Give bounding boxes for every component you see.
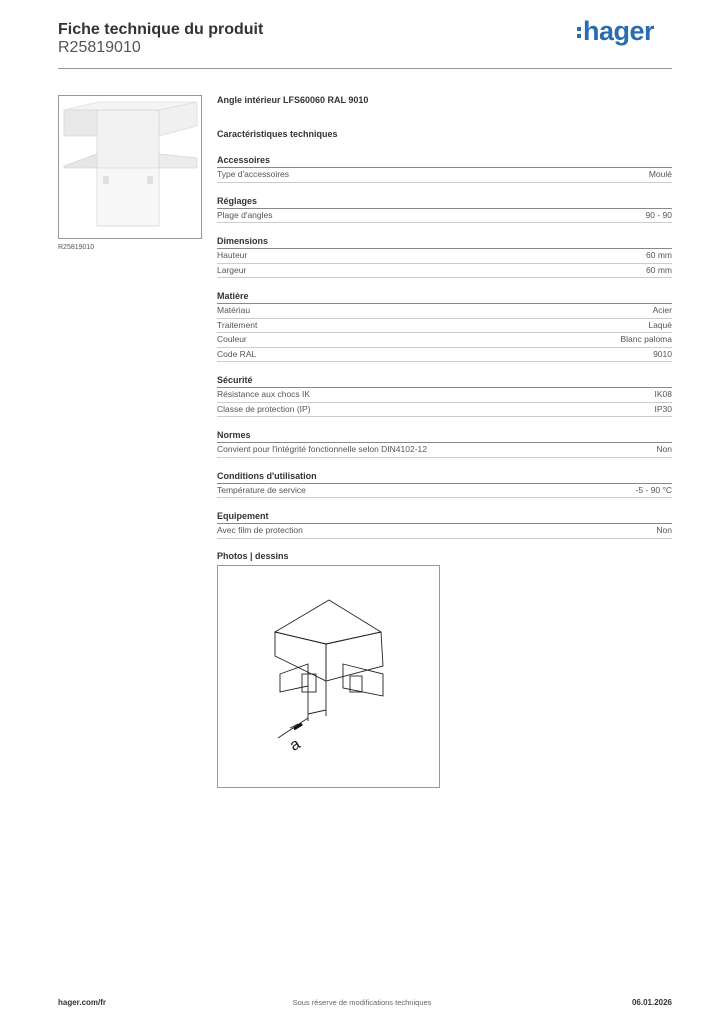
spec-value: IP30 xyxy=(654,403,672,414)
spec-section xyxy=(217,235,672,278)
spec-value: 9010 xyxy=(653,348,672,359)
spec-value: 90 - 90 xyxy=(645,209,672,220)
angle-product-image xyxy=(59,96,201,238)
spec-value: Acier xyxy=(652,305,672,315)
spec-value: 60 mm xyxy=(646,264,672,275)
spec-row xyxy=(217,209,672,224)
spec-row xyxy=(217,304,672,319)
header-divider xyxy=(58,68,672,69)
spec-label: Classe de protection (IP) xyxy=(217,403,311,414)
section-title: Conditions d'utilisation xyxy=(217,470,672,484)
footer-website: hager.com/fr xyxy=(58,998,107,1007)
product-content xyxy=(217,95,672,561)
spec-label: Couleur xyxy=(217,334,247,344)
page-title: Fiche technique du produit xyxy=(58,21,264,38)
product-title: Angle intérieur LFS60060 RAL 9010 xyxy=(217,95,369,105)
spec-label: Convient pour l'intégrité fonctionnelle selon DIN4102-12 xyxy=(217,444,428,454)
spec-row xyxy=(217,524,672,539)
section-title: Matière xyxy=(217,290,672,304)
spec-row xyxy=(217,348,672,363)
section-title: Accessoires xyxy=(217,154,672,168)
footer-notice: Sous réserve de modifications techniques xyxy=(292,998,432,1007)
spec-section xyxy=(217,290,672,362)
spec-section xyxy=(217,510,672,539)
spec-label: Largeur xyxy=(217,264,247,275)
product-thumbnail xyxy=(58,95,202,239)
spec-value: Non xyxy=(656,525,672,535)
section-title: Dimensions xyxy=(217,235,672,249)
spec-row xyxy=(217,319,672,334)
spec-label: Type d'accessoires xyxy=(217,169,290,179)
spec-label: Hauteur xyxy=(217,250,248,260)
spec-section xyxy=(217,195,672,224)
spec-label: Code RAL xyxy=(217,348,257,359)
thumbnail-caption: R25819010 xyxy=(58,244,95,251)
spec-value: 60 mm xyxy=(646,250,672,260)
spec-section xyxy=(217,154,672,183)
spec-section xyxy=(217,429,672,458)
spec-row xyxy=(217,168,672,183)
spec-sections xyxy=(217,154,672,539)
hager-logo xyxy=(577,16,654,47)
spec-label: Plage d'angles xyxy=(217,209,273,220)
spec-row xyxy=(217,388,672,403)
angle-drawing xyxy=(218,566,439,787)
section-title: Sécurité xyxy=(217,374,672,388)
spec-label: Résistance aux chocs IK xyxy=(217,389,311,399)
spec-value: Moulé xyxy=(648,169,672,179)
technical-drawing xyxy=(217,565,440,788)
spec-row xyxy=(217,403,672,418)
spec-section xyxy=(217,470,672,499)
product-reference: R25819010 xyxy=(58,39,141,56)
spec-row xyxy=(217,443,672,458)
spec-value: Non xyxy=(656,444,672,454)
spec-label: Avec film de protection xyxy=(217,525,303,535)
dimension-label: a xyxy=(287,735,304,755)
spec-section xyxy=(217,374,672,417)
section-title: Equipement xyxy=(217,510,672,524)
spec-label: Matériau xyxy=(217,305,251,315)
spec-row xyxy=(217,333,672,348)
spec-value: IK08 xyxy=(654,389,672,399)
spec-value: Laqué xyxy=(648,319,672,330)
spec-row xyxy=(217,264,672,279)
logo-colon-icon xyxy=(577,24,581,41)
specs-title: Caractéristiques techniques xyxy=(217,129,338,139)
section-title: Normes xyxy=(217,429,672,443)
spec-value: Blanc paloma xyxy=(620,334,672,344)
photos-title: Photos | dessins xyxy=(217,550,289,561)
spec-label: Traitement xyxy=(217,319,258,330)
section-title: Réglages xyxy=(217,195,672,209)
spec-row xyxy=(217,249,672,264)
footer-date: 06.01.2026 xyxy=(631,998,672,1007)
spec-label: Température de service xyxy=(217,484,306,495)
logo-text: hager xyxy=(582,16,654,46)
spec-row xyxy=(217,484,672,499)
spec-value: -5 - 90 °C xyxy=(635,484,672,495)
